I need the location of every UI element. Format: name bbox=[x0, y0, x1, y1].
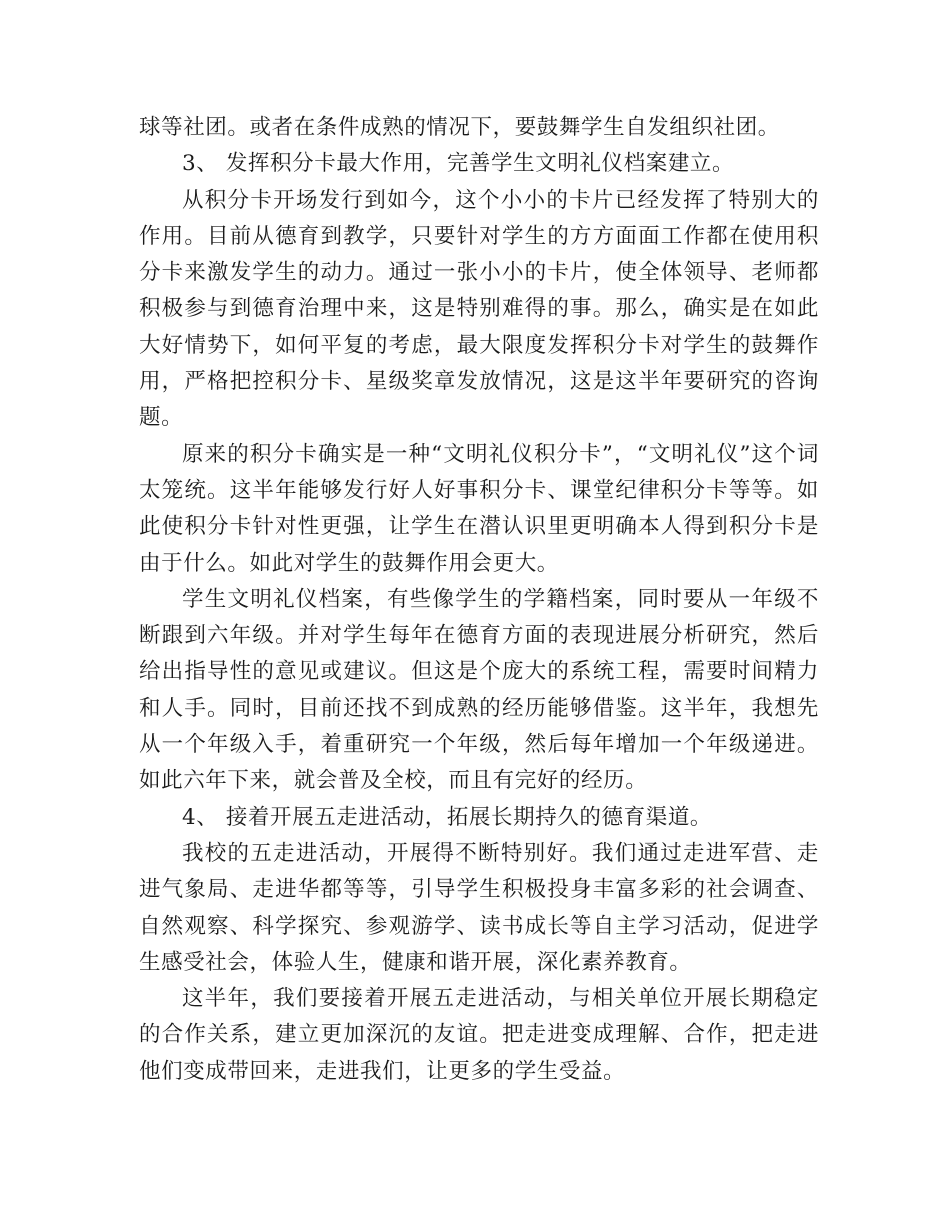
paragraph-points-card-types: 原来的积分卡确实是一种“文明礼仪积分卡”，“文明礼仪”这个词太笼统。这半年能够发行好人好事积分卡、课堂纪律积分卡等等。如此使积分卡针对性更强，让学生在潜认识里更明确本人得到积分卡是由于什么。如此对学生的鼓舞作用会更大。 bbox=[139, 441, 819, 576]
paragraph-etiquette-archive: 学生文明礼仪档案，有些像学生的学籍档案，同时要从一年级不断跟到六年级。并对学生每年在德育方面的表现进展分析研究，然后给出指导性的意见或建议。但这是个庞大的系统工程，需要时间精力和人手。同时，目前还找不到成熟的经历能够借鉴。这半年，我想先从一个年级入手，着重研究一个年级，然后每年增加一个年级递进。如此六年下来，就会普及全校，而且有完好的经历。 bbox=[139, 586, 819, 794]
paragraph-five-visits-plan: 这半年，我们要接着开展五走进活动，与相关单位开展长期稳定的合作关系，建立更加深沉的友谊。把走进变成理解、合作，把走进他们变成带回来，走进我们，让更多的学生受益。 bbox=[139, 986, 819, 1084]
paragraph-five-visits: 我校的五走进活动，开展得不断特别好。我们通过走进军营、走进气象局、走进华都等等，引导学生积极投身丰富多彩的社会调查、自然观察、科学探究、参观游学、读书成长等自主学习活动，促进学生感受社会，体验人生，健康和谐开展，深化素养教育。 bbox=[139, 840, 819, 975]
section-heading-3: 3、 发挥积分卡最大作用，完善学生文明礼仪档案建立。 bbox=[182, 151, 735, 177]
document-body bbox=[139, 110, 819, 1090]
paragraph-points-card-role: 从积分卡开场发行到如今，这个小小的卡片已经发挥了特别大的作用。目前从德育到教学，只要针对学生的方方面面工作都在使用积分卡来激发学生的动力。通过一张小小的卡片，使全体领导、老师都积极参与到德育治理中来，这是特别难得的事。那么，确实是在如此大好情势下，如何平复的考虑，最大限度发挥积分卡对学生的鼓舞作用，严格把控积分卡、星级奖章发放情况，这是这半年要研究的咨询题。 bbox=[139, 187, 819, 431]
section-heading-4: 4、 接着开展五走进活动，拓展长期持久的德育渠道。 bbox=[182, 804, 713, 830]
paragraph-continuation: 球等社团。或者在条件成熟的情况下，要鼓舞学生自发组织社团。 bbox=[139, 115, 780, 140]
